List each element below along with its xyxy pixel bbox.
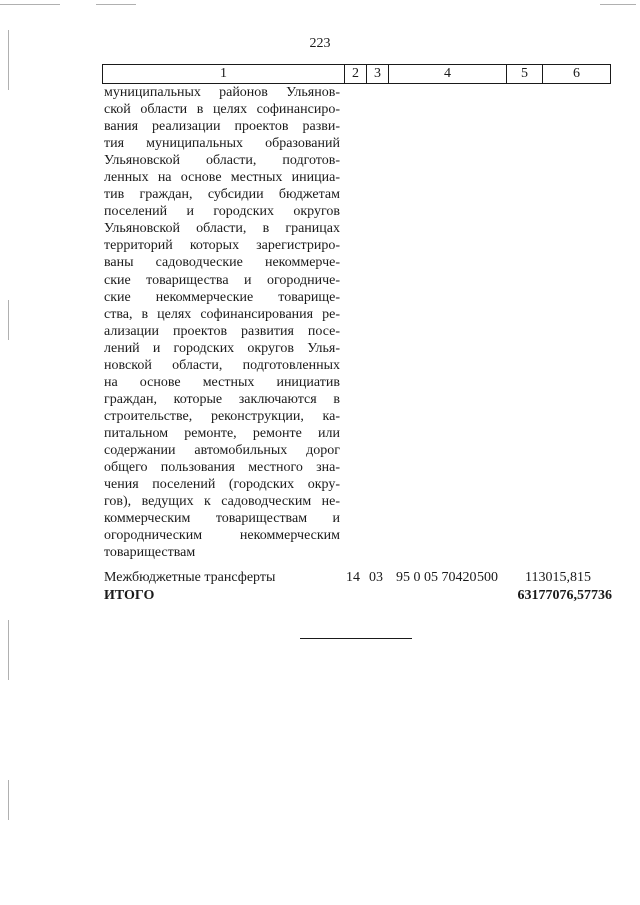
description-line: ваны садоводческие некоммерче- (104, 255, 340, 271)
scan-edge-mark (8, 780, 9, 820)
table-header (102, 64, 611, 84)
description-line: общего пользования местного зна- (104, 460, 340, 476)
description-line: лений и городских округов Улья- (104, 340, 340, 356)
description-line: новской области, подготовленных (104, 357, 340, 373)
total-row (104, 587, 612, 605)
transfer-row (104, 569, 612, 587)
page-number: 223 (309, 36, 331, 51)
description-line: тив граждан, субсидии бюджетам (104, 187, 340, 203)
column-header-2: 2 (345, 65, 367, 84)
description-line: ализации проектов развития посе- (104, 323, 340, 339)
description-line: строительстве, реконструкции, ка- (104, 408, 340, 424)
transfer-amount: 113015,815 (525, 570, 591, 585)
scan-edge-mark (0, 4, 60, 5)
description-line: питальном ремонте, ремонте или (104, 425, 340, 441)
transfer-podrazdel: 03 (369, 570, 383, 585)
separator-line (300, 638, 412, 639)
column-header-1: 1 (103, 65, 345, 84)
description-line: Ульяновской области, подготов- (104, 153, 340, 169)
column-header-5: 5 (507, 65, 543, 84)
description-line: ские товарищества и огородниче- (104, 272, 340, 288)
description-line: ские некоммерческие товарище- (104, 289, 340, 305)
column-header-6: 6 (543, 65, 611, 84)
description-line: чения поселений (городских окру- (104, 477, 340, 493)
column-header-4: 4 (389, 65, 507, 84)
description-line: тия муниципальных образований (104, 136, 340, 152)
scan-edge-mark (96, 4, 136, 5)
total-amount: 63177076,57736 (517, 588, 612, 603)
description-line: коммерческим товариществам и (104, 511, 340, 527)
transfer-label: Межбюджетные трансферты (104, 570, 276, 585)
scan-edge-mark (600, 4, 636, 5)
column-header-3: 3 (367, 65, 389, 84)
scan-edge-mark (8, 30, 9, 90)
description-line: на основе местных инициатив (104, 374, 340, 390)
description-line: огородническим некоммерческим (104, 528, 340, 544)
description-line: граждан, которые заключаются в (104, 391, 340, 407)
transfer-csr: 95 0 05 70420 (396, 570, 477, 585)
description-line: гов), ведущих к садоводческим не- (104, 494, 340, 510)
description-line: муниципальных районов Ульянов- (104, 85, 340, 100)
scan-edge-mark (8, 300, 9, 340)
scan-edge-mark (8, 620, 9, 680)
transfer-razdel: 14 (346, 570, 360, 585)
description-line: поселений и городских округов (104, 204, 340, 220)
transfer-vr: 500 (477, 570, 498, 585)
description-line: содержании автомобильных дорог (104, 442, 340, 458)
description-line: вания реализации проектов разви- (104, 119, 340, 135)
description-text (104, 84, 340, 561)
description-line: ленных на основе местных инициа- (104, 170, 340, 186)
description-line: Ульяновской области, в границах (104, 221, 340, 237)
description-line: ства, в целях софинансирования ре- (104, 306, 340, 322)
description-line: территорий которых зарегистриро- (104, 238, 340, 254)
description-line: товариществам (104, 545, 196, 561)
total-label: ИТОГО (104, 588, 155, 603)
description-line: ской области в целях софинансиро- (104, 102, 340, 118)
